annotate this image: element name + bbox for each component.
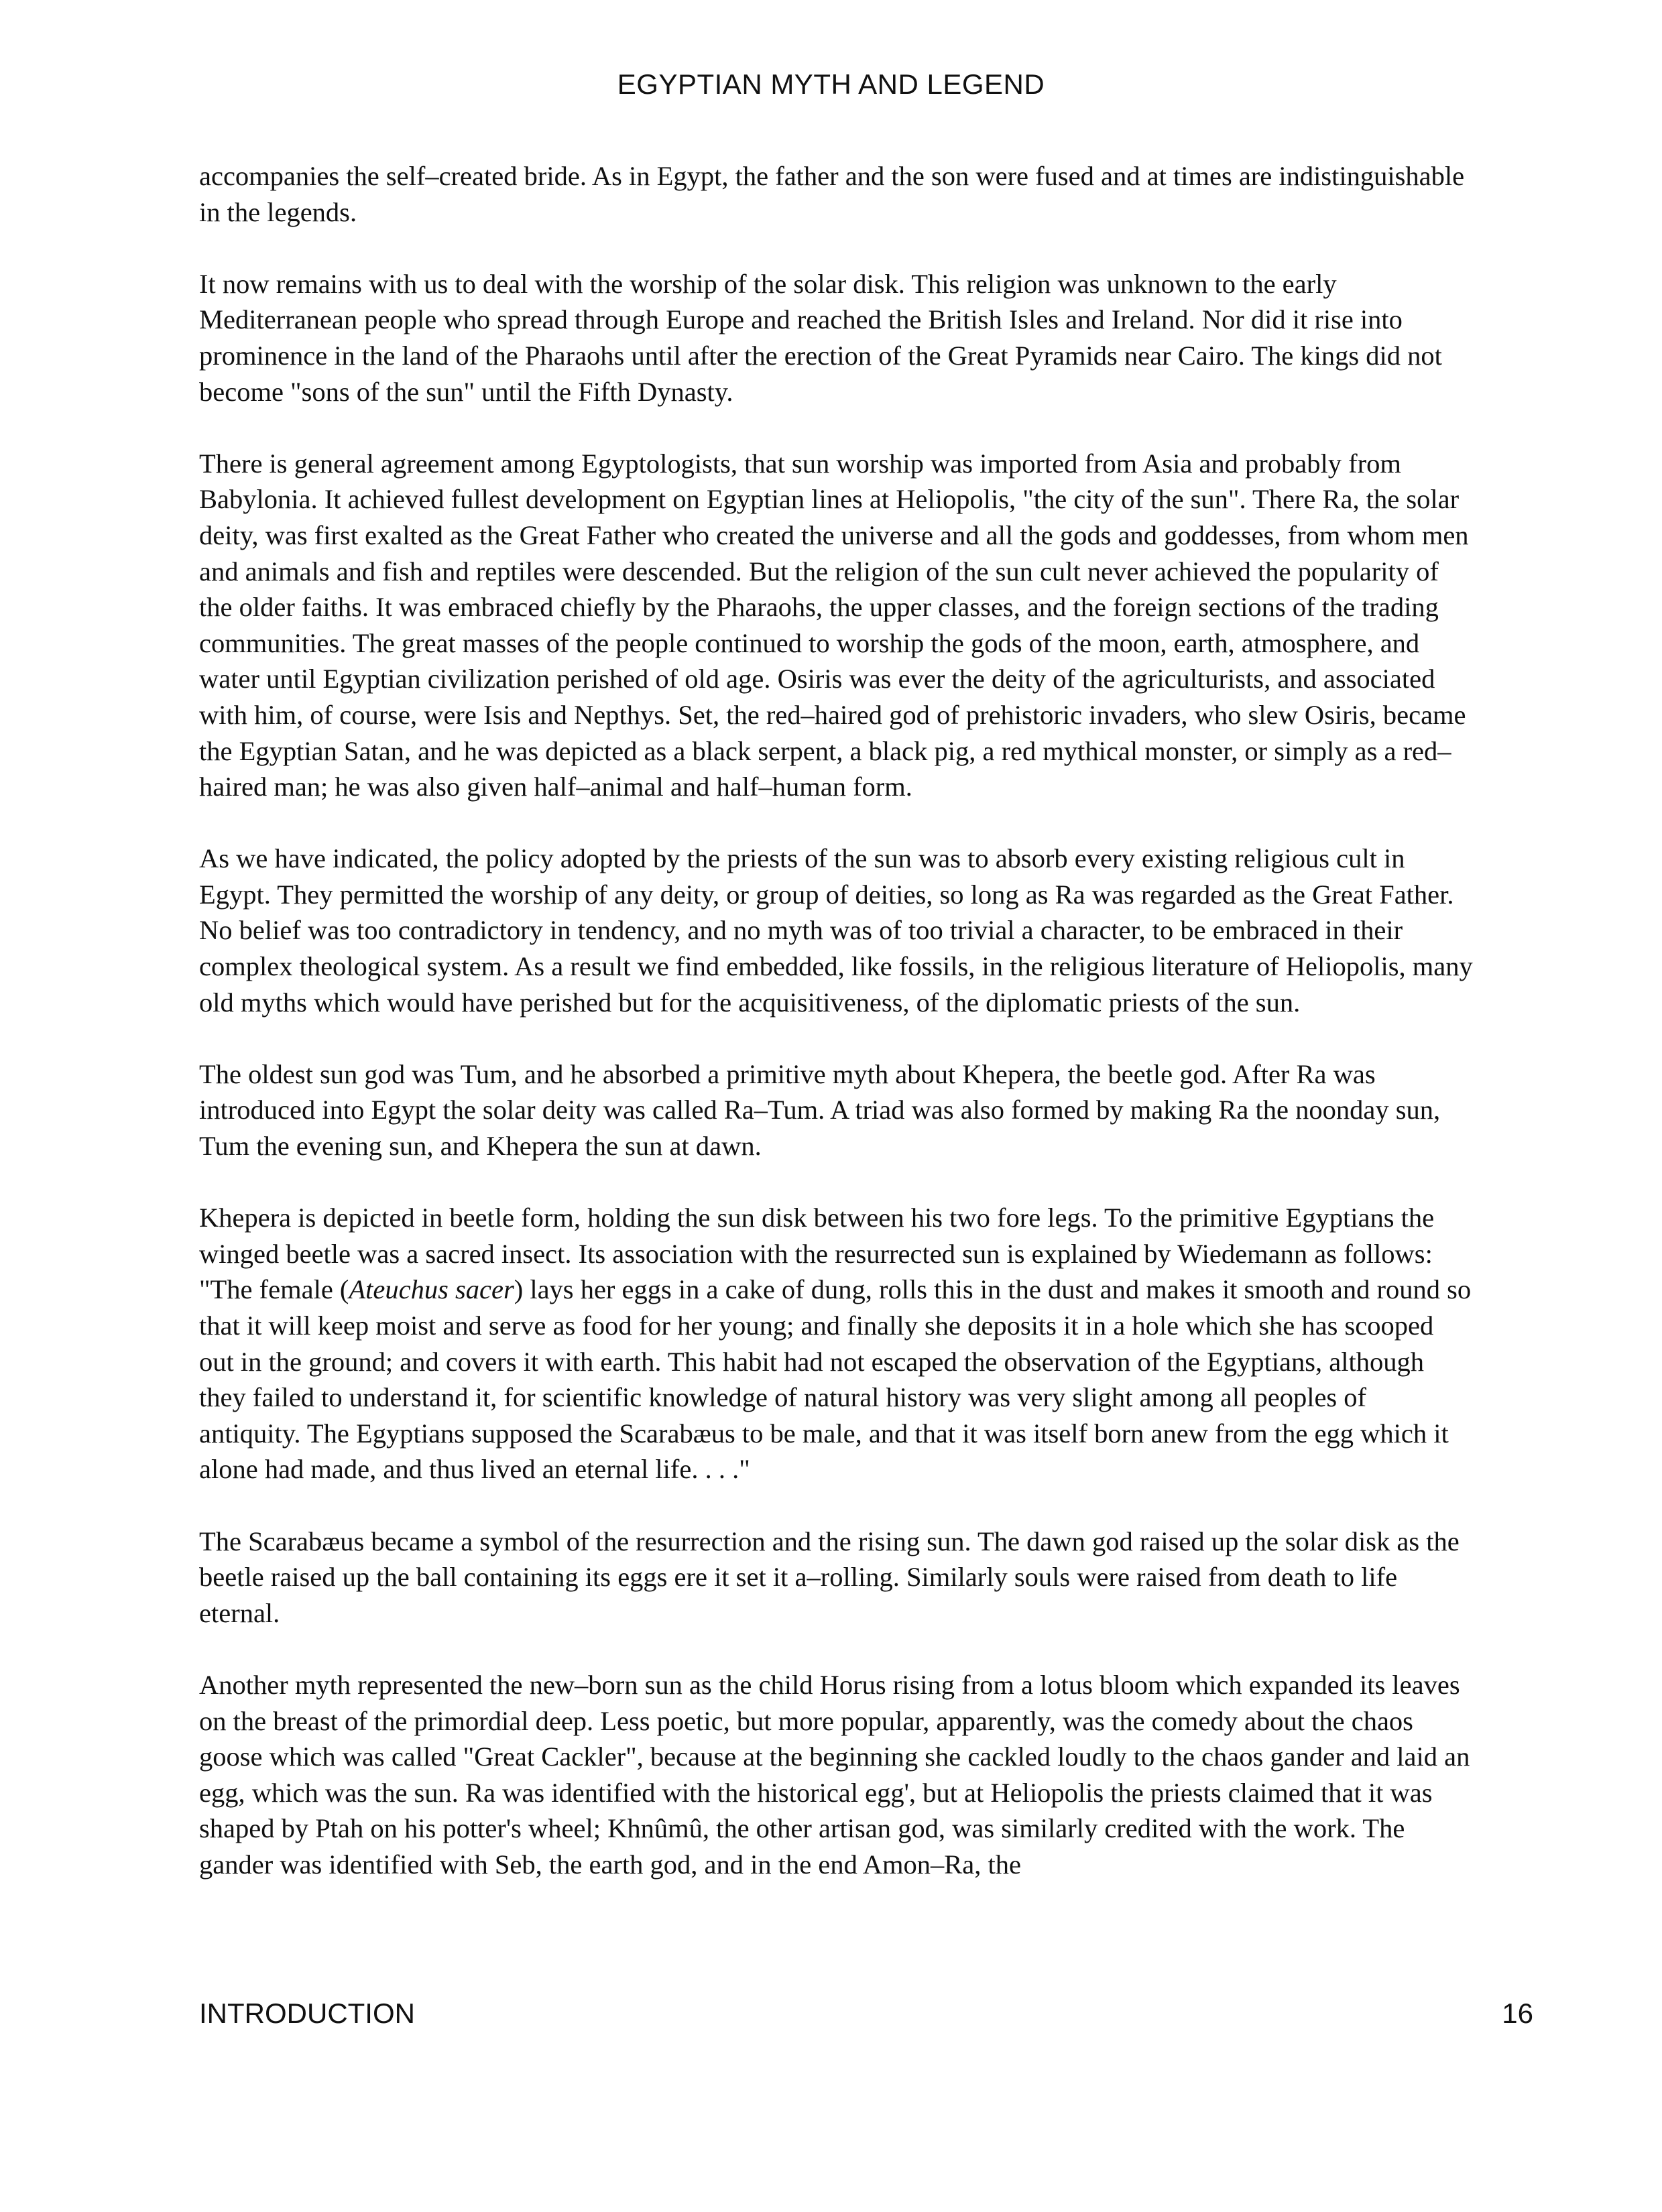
paragraph bbox=[199, 1200, 1473, 1487]
footer-section-title: INTRODUCTION bbox=[199, 1998, 415, 2029]
paragraph-text: Khepera is depicted in beetle form, holding the sun disk between his two fore legs. To the primitive Egyptians the winged beetle was a sacred insect. Its association with the resurrected sun is explained by Wiedemann as follows: "The female ( bbox=[199, 1203, 1435, 1305]
body-text bbox=[199, 158, 1473, 1918]
species-name: Ateuchus sacer bbox=[349, 1274, 514, 1305]
paragraph: As we have indicated, the policy adopted by the priests of the sun was to absorb every existing religious cult in Egypt. They permitted the worship of any deity, or group of deities, so long as Ra was regarded as the Great Father. No belief was too contradictory in tendency, and no myth was of too trivial a character, to be embraced in their complex theological system. As a result we find embedded, like fossils, in the religious literature of Heliopolis, many old myths which would have perished but for the acquisitiveness, of the diplomatic priests of the sun. bbox=[199, 843, 1473, 1018]
paragraph: accompanies the self–created bride. As in Egypt, the father and the son were fused and at times are indistinguishable in the legends. bbox=[199, 161, 1465, 227]
page-footer bbox=[199, 1998, 1533, 2030]
paragraph: There is general agreement among Egyptologists, that sun worship was imported from Asia and probably from Babylonia. It achieved fullest development on Egyptian lines at Heliopolis, "the city of the sun". There Ra, the solar deity, was first exalted as the Great Father who created the universe and all the gods and goddesses, from whom men and animals and fish and reptiles were descended. But the religion of the sun cult never achieved the popularity of the older faiths. It was embraced chiefly by the Pharaohs, the upper classes, and the foreign sections of the trading communities. The great masses of the people continued to worship the gods of the moon, earth, atmosphere, and water until Egyptian civilization perished of old age. Osiris was ever the deity of the agriculturists, and associated with him, of course, were Isis and Nepthys. Set, the red–haired god of prehistoric invaders, who slew Osiris, became the Egyptian Satan, and he was depicted as a black serpent, a black pig, a red mythical monster, or simply as a red–haired man; he was also given half–animal and half–human form. bbox=[199, 448, 1469, 802]
paragraph: The oldest sun god was Tum, and he absorbed a primitive myth about Khepera, the beetle god. After Ra was introduced into Egypt the solar deity was called Ra–Tum. A triad was also formed by making Ra the noonday sun, Tum the evening sun, and Khepera the sun at dawn. bbox=[199, 1058, 1441, 1162]
paragraph: Another myth represented the new–born sun as the child Horus rising from a lotus bloom which expanded its leaves on the breast of the primordial deep. Less poetic, but more popular, apparently, was the comedy about the chaos goose which was called "Great Cackler", because at the beginning she cackled loudly to the chaos gander and laid an egg, which was the sun. Ra was identified with the historical egg', but at Heliopolis the priests claimed that it was shaped by Ptah on his potter's wheel; Khnûmû, the other artisan god, was similarly credited with the work. The gander was identified with Seb, the earth god, and in the end Amon–Ra, the bbox=[199, 1669, 1470, 1880]
page-number: 16 bbox=[1502, 1998, 1533, 2029]
paragraph-text: ) lays her eggs in a cake of dung, rolls this in the dust and makes it smooth and round so that it will keep moist and serve as food for her young; and finally she deposits it in a hole which she has scooped out in the ground; and covers it with earth. This habit had not escaped the observation of the Egyptians, although they failed to understand it, for scientific knowledge of natural history was very slight among all peoples of antiquity. The Egyptians supposed the Scarabæus to be male, and that it was itself born anew from the egg which it alone had made, and thus lived an eternal life. . . ." bbox=[199, 1274, 1472, 1485]
paragraph: It now remains with us to deal with the worship of the solar disk. This religion was unknown to the early Mediterranean people who spread through Europe and reached the British Isles and Ireland. Nor did it rise into prominence in the land of the Pharaohs until after the erection of the Great Pyramids near Cairo. The kings did not become "sons of the sun" until the Fifth Dynasty. bbox=[199, 268, 1442, 407]
running-header: EGYPTIAN MYTH AND LEGEND bbox=[617, 68, 1045, 100]
paragraph: The Scarabæus became a symbol of the resurrection and the rising sun. The dawn god raised up the solar disk as the beetle raised up the ball containing its eggs ere it set it a–rolling. Similarly souls were raised from death to life eternal. bbox=[199, 1526, 1460, 1628]
